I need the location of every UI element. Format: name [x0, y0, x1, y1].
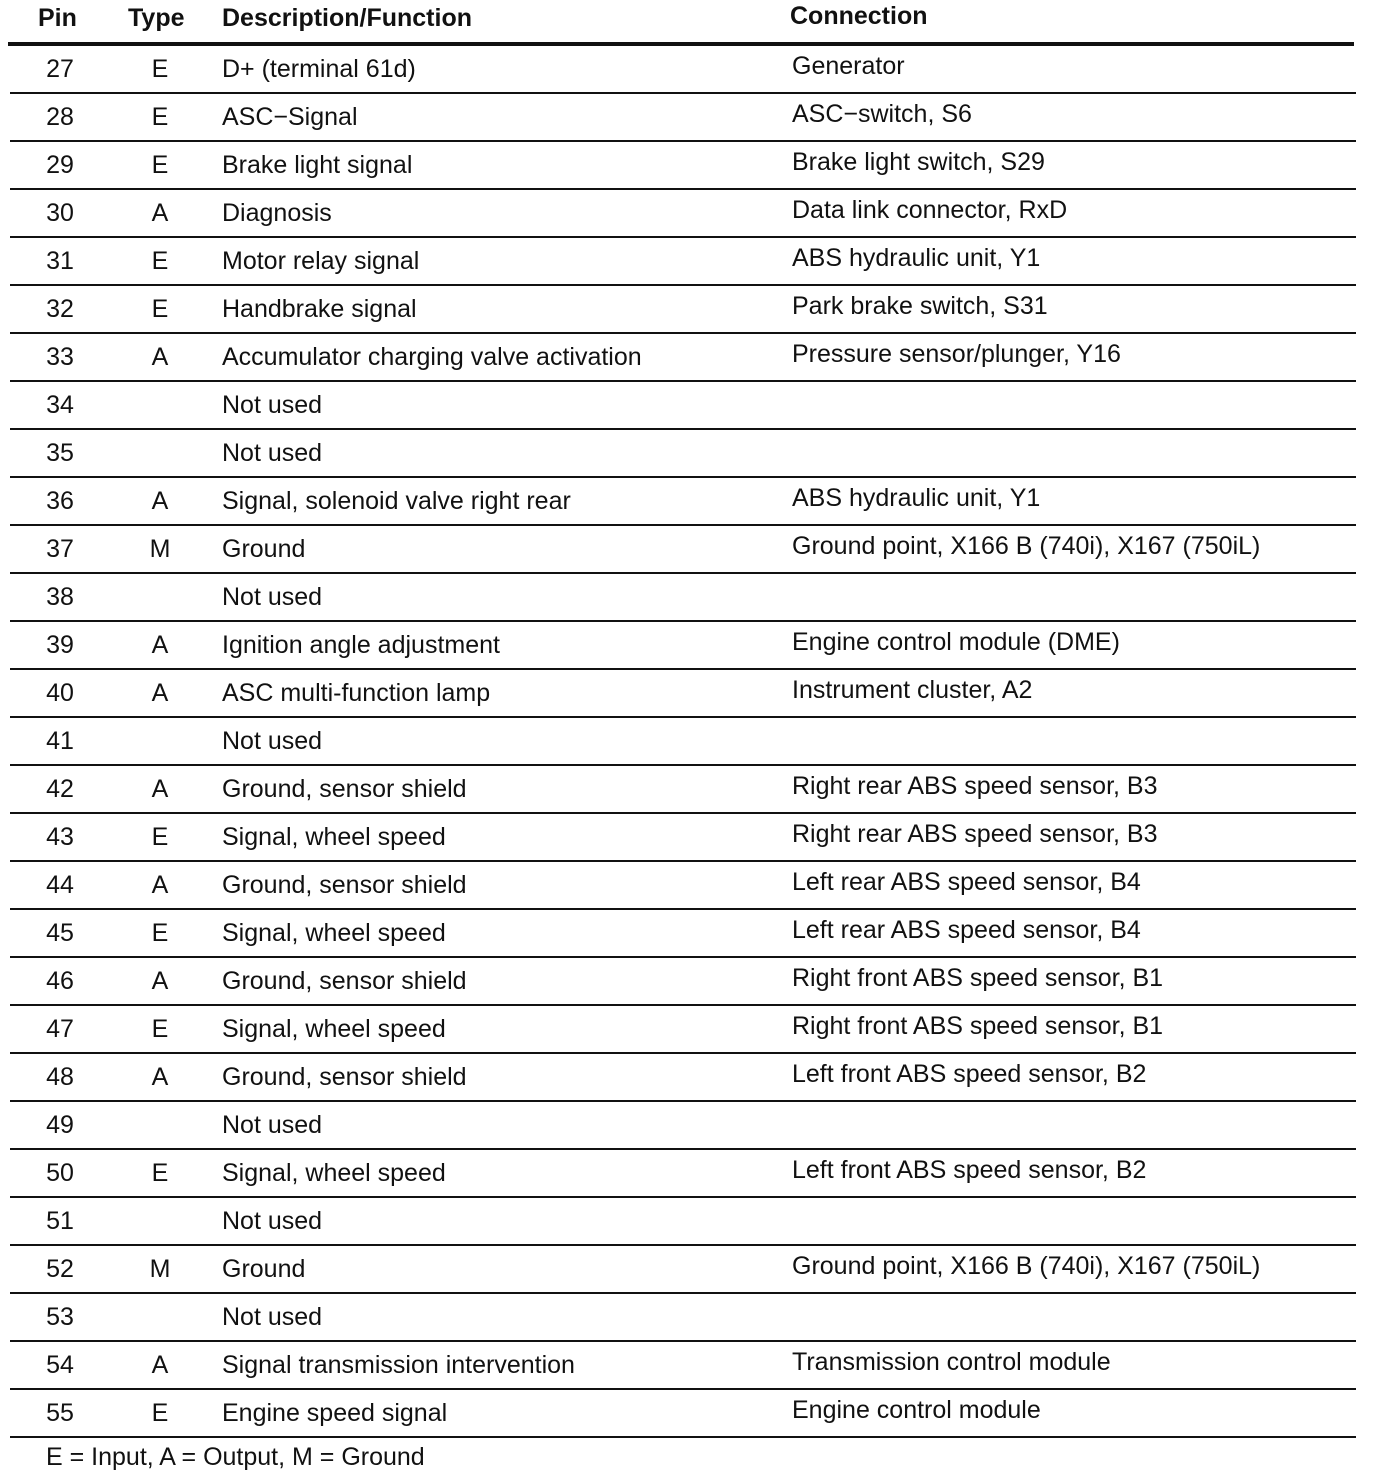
pin-cell: 38	[46, 583, 74, 611]
description-cell: Diagnosis	[222, 199, 332, 227]
description-cell: D+ (terminal 61d)	[222, 55, 416, 83]
pin-cell: 28	[46, 103, 74, 131]
table-row	[10, 1294, 1356, 1342]
table-row	[10, 478, 1356, 526]
description-cell: Accumulator charging valve activation	[222, 343, 642, 371]
connection-cell: ASC−switch, S6	[792, 100, 972, 128]
pin-cell: 48	[46, 1063, 74, 1091]
pin-cell: 35	[46, 439, 74, 467]
type-legend: E = Input, A = Output, M = Ground	[46, 1443, 425, 1471]
type-cell: E	[151, 55, 169, 83]
table-row	[10, 670, 1356, 718]
table-row	[10, 334, 1356, 382]
pin-cell: 45	[46, 919, 74, 947]
description-cell: Engine speed signal	[222, 1399, 448, 1427]
table-row	[10, 94, 1356, 142]
type-cell: E	[151, 1159, 169, 1187]
type-cell: A	[151, 679, 169, 707]
connection-cell: Generator	[792, 52, 905, 80]
description-cell: Ground, sensor shield	[222, 967, 467, 995]
connection-cell: Engine control module (DME)	[792, 628, 1120, 656]
pin-cell: 33	[46, 343, 74, 371]
table-row	[10, 1150, 1356, 1198]
connection-cell: Park brake switch, S31	[792, 292, 1048, 320]
description-cell: Not used	[222, 1207, 323, 1235]
type-cell: A	[151, 343, 169, 371]
header-description: Description/Function	[222, 4, 472, 32]
description-cell: Not used	[222, 391, 323, 419]
connection-cell: Engine control module	[792, 1396, 1041, 1424]
description-cell: Brake light signal	[222, 151, 413, 179]
table-row	[10, 1246, 1356, 1294]
pin-cell: 54	[46, 1351, 74, 1379]
description-cell: Signal, wheel speed	[222, 823, 446, 851]
pin-cell: 40	[46, 679, 74, 707]
pin-cell: 36	[46, 487, 74, 515]
connection-cell: Ground point, X166 B (740i), X167 (750iL)	[792, 1252, 1261, 1280]
description-cell: Ignition angle adjustment	[222, 631, 500, 659]
type-cell: E	[151, 151, 169, 179]
pin-cell: 49	[46, 1111, 74, 1139]
pin-cell: 37	[46, 535, 74, 563]
table-row	[10, 526, 1356, 574]
pin-cell: 46	[46, 967, 74, 995]
description-cell: ASC multi-function lamp	[222, 679, 491, 707]
description-cell: Ground, sensor shield	[222, 775, 467, 803]
table-row	[10, 1102, 1356, 1150]
table-row	[10, 910, 1356, 958]
pin-table-body	[0, 46, 1376, 1438]
table-row	[10, 238, 1356, 286]
pin-cell: 27	[46, 55, 74, 83]
table-row	[10, 766, 1356, 814]
type-cell: A	[151, 487, 169, 515]
header-connection: Connection	[790, 2, 928, 30]
connection-cell: Brake light switch, S29	[792, 148, 1045, 176]
type-cell: E	[151, 247, 169, 275]
table-row	[10, 430, 1356, 478]
type-cell: E	[151, 103, 169, 131]
description-cell: ASC−Signal	[222, 103, 358, 131]
table-row	[10, 46, 1356, 94]
pin-cell: 31	[46, 247, 74, 275]
description-cell: Not used	[222, 1303, 323, 1331]
table-row	[10, 190, 1356, 238]
table-row	[10, 718, 1356, 766]
connection-cell: Left front ABS speed sensor, B2	[792, 1156, 1147, 1184]
connection-cell: ABS hydraulic unit, Y1	[792, 484, 1041, 512]
description-cell: Ground, sensor shield	[222, 871, 467, 899]
pin-cell: 41	[46, 727, 74, 755]
type-cell: E	[151, 823, 169, 851]
description-cell: Not used	[222, 727, 323, 755]
description-cell: Not used	[222, 1111, 323, 1139]
table-row	[10, 1390, 1356, 1438]
connection-cell: Data link connector, RxD	[792, 196, 1068, 224]
pin-cell: 43	[46, 823, 74, 851]
description-cell: Handbrake signal	[222, 295, 417, 323]
type-cell: E	[151, 919, 169, 947]
connection-cell: Instrument cluster, A2	[792, 676, 1033, 704]
pin-cell: 34	[46, 391, 74, 419]
pin-cell: 51	[46, 1207, 74, 1235]
pin-cell: 52	[46, 1255, 74, 1283]
pin-cell: 53	[46, 1303, 74, 1331]
description-cell: Not used	[222, 583, 323, 611]
table-row	[10, 1198, 1356, 1246]
description-cell: Motor relay signal	[222, 247, 420, 275]
connection-cell: Transmission control module	[792, 1348, 1111, 1376]
connection-cell: Right front ABS speed sensor, B1	[792, 964, 1164, 992]
connection-cell: Ground point, X166 B (740i), X167 (750iL)	[792, 532, 1261, 560]
table-header	[0, 0, 1376, 42]
type-cell: A	[151, 1063, 169, 1091]
table-row	[10, 1006, 1356, 1054]
type-cell: A	[151, 871, 169, 899]
type-cell: E	[151, 1399, 169, 1427]
header-pin: Pin	[38, 4, 77, 32]
description-cell: Signal, wheel speed	[222, 1015, 446, 1043]
type-cell: A	[151, 631, 169, 659]
connection-cell: Left front ABS speed sensor, B2	[792, 1060, 1147, 1088]
description-cell: Ground	[222, 535, 306, 563]
description-cell: Ground, sensor shield	[222, 1063, 467, 1091]
table-row	[10, 574, 1356, 622]
type-cell: E	[151, 295, 169, 323]
pin-cell: 29	[46, 151, 74, 179]
description-cell: Signal transmission intervention	[222, 1351, 575, 1379]
table-row	[10, 1342, 1356, 1390]
pin-cell: 32	[46, 295, 74, 323]
connection-cell: Right rear ABS speed sensor, B3	[792, 772, 1158, 800]
type-cell: A	[151, 775, 169, 803]
description-cell: Not used	[222, 439, 323, 467]
connection-cell: Right front ABS speed sensor, B1	[792, 1012, 1164, 1040]
type-cell: A	[151, 1351, 169, 1379]
table-row	[10, 958, 1356, 1006]
pin-cell: 47	[46, 1015, 74, 1043]
type-cell: E	[151, 1015, 169, 1043]
connection-cell: Right rear ABS speed sensor, B3	[792, 820, 1158, 848]
table-row	[10, 382, 1356, 430]
connection-cell: Left rear ABS speed sensor, B4	[792, 868, 1141, 896]
description-cell: Signal, wheel speed	[222, 1159, 446, 1187]
table-row	[10, 622, 1356, 670]
header-type: Type	[128, 4, 185, 32]
description-cell: Ground	[222, 1255, 306, 1283]
pin-cell: 30	[46, 199, 74, 227]
connection-cell: Pressure sensor/plunger, Y16	[792, 340, 1121, 368]
description-cell: Signal, solenoid valve right rear	[222, 487, 571, 515]
type-cell: A	[151, 199, 169, 227]
table-row	[10, 142, 1356, 190]
type-cell: M	[149, 535, 171, 563]
type-cell: M	[149, 1255, 171, 1283]
type-cell: A	[151, 967, 169, 995]
connection-cell: Left rear ABS speed sensor, B4	[792, 916, 1141, 944]
table-row	[10, 862, 1356, 910]
pin-cell: 39	[46, 631, 74, 659]
pin-cell: 55	[46, 1399, 74, 1427]
pin-cell: 50	[46, 1159, 74, 1187]
table-row	[10, 286, 1356, 334]
pin-cell: 44	[46, 871, 74, 899]
table-row	[10, 1054, 1356, 1102]
table-row	[10, 814, 1356, 862]
connection-cell: ABS hydraulic unit, Y1	[792, 244, 1041, 272]
pin-cell: 42	[46, 775, 74, 803]
description-cell: Signal, wheel speed	[222, 919, 446, 947]
